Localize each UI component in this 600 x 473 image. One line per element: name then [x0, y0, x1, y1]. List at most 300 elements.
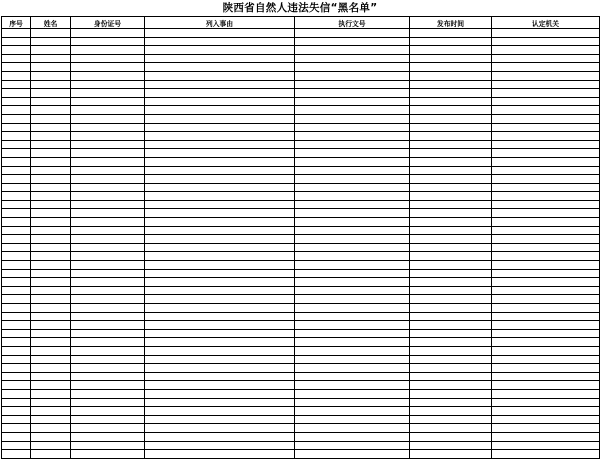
- table-cell: [145, 132, 295, 141]
- table-cell: [410, 441, 492, 450]
- table-cell: [295, 89, 410, 98]
- table-cell: [2, 329, 31, 338]
- table-cell: [2, 183, 31, 192]
- table-cell: [71, 106, 145, 115]
- table-cell: [71, 63, 145, 72]
- table-cell: [145, 80, 295, 89]
- table-cell: [71, 80, 145, 89]
- table-row: [2, 261, 600, 270]
- table-cell: [410, 123, 492, 132]
- table-row: [2, 355, 600, 364]
- table-cell: [145, 123, 295, 132]
- table-cell: [145, 441, 295, 450]
- table-cell: [145, 381, 295, 390]
- table-header-row: [2, 17, 600, 29]
- table-cell: [295, 226, 410, 235]
- table-cell: [71, 123, 145, 132]
- table-cell: [410, 381, 492, 390]
- table-cell: [145, 364, 295, 373]
- table-row: [2, 278, 600, 287]
- table-cell: [492, 63, 600, 72]
- table-cell: [410, 80, 492, 89]
- table-cell: [2, 269, 31, 278]
- table-cell: [145, 261, 295, 270]
- table-cell: [295, 29, 410, 38]
- table-cell: [295, 278, 410, 287]
- table-cell: [492, 346, 600, 355]
- table-cell: [31, 261, 71, 270]
- table-cell: [31, 432, 71, 441]
- table-cell: [71, 29, 145, 38]
- table-cell: [145, 295, 295, 304]
- table-cell: [71, 243, 145, 252]
- table-cell: [71, 269, 145, 278]
- table-cell: [295, 407, 410, 416]
- table-cell: [410, 346, 492, 355]
- table-cell: [492, 29, 600, 38]
- table-cell: [492, 398, 600, 407]
- table-cell: [145, 200, 295, 209]
- table-cell: [410, 209, 492, 218]
- table-cell: [2, 346, 31, 355]
- header-cell-case-number: 执行文号: [295, 17, 410, 29]
- table-cell: [295, 355, 410, 364]
- table-cell: [145, 355, 295, 364]
- table-cell: [295, 63, 410, 72]
- table-cell: [492, 226, 600, 235]
- table-cell: [410, 355, 492, 364]
- table-cell: [145, 63, 295, 72]
- table-cell: [71, 114, 145, 123]
- table-cell: [295, 166, 410, 175]
- table-cell: [31, 54, 71, 63]
- table-cell: [492, 175, 600, 184]
- table-cell: [295, 381, 410, 390]
- table-cell: [410, 140, 492, 149]
- table-cell: [31, 338, 71, 347]
- table-cell: [410, 432, 492, 441]
- table-cell: [71, 381, 145, 390]
- table-row: [2, 183, 600, 192]
- table-cell: [410, 37, 492, 46]
- table-cell: [145, 398, 295, 407]
- table-cell: [2, 89, 31, 98]
- table-cell: [31, 372, 71, 381]
- table-cell: [145, 312, 295, 321]
- table-cell: [295, 364, 410, 373]
- table-cell: [31, 132, 71, 141]
- table-cell: [31, 46, 71, 55]
- table-cell: [2, 80, 31, 89]
- table-cell: [492, 312, 600, 321]
- table-cell: [492, 441, 600, 450]
- table-cell: [2, 304, 31, 313]
- table-cell: [145, 329, 295, 338]
- table-cell: [2, 218, 31, 227]
- table-cell: [2, 46, 31, 55]
- table-cell: [31, 149, 71, 158]
- table-cell: [295, 192, 410, 201]
- table-cell: [31, 389, 71, 398]
- table-cell: [2, 200, 31, 209]
- table-cell: [492, 97, 600, 106]
- table-row: [2, 149, 600, 158]
- table-cell: [410, 132, 492, 141]
- table-row: [2, 132, 600, 141]
- table-cell: [145, 97, 295, 106]
- table-cell: [145, 407, 295, 416]
- table-cell: [31, 200, 71, 209]
- table-cell: [492, 381, 600, 390]
- table-cell: [2, 149, 31, 158]
- table-cell: [71, 192, 145, 201]
- table-row: [2, 286, 600, 295]
- table-cell: [295, 269, 410, 278]
- table-cell: [31, 71, 71, 80]
- table-cell: [295, 441, 410, 450]
- header-cell-name: 姓名: [31, 17, 71, 29]
- table-cell: [410, 114, 492, 123]
- table-cell: [295, 321, 410, 330]
- table-cell: [71, 415, 145, 424]
- table-cell: [295, 54, 410, 63]
- table-cell: [410, 71, 492, 80]
- table-cell: [31, 114, 71, 123]
- table-cell: [145, 415, 295, 424]
- table-row: [2, 157, 600, 166]
- table-cell: [2, 389, 31, 398]
- table-cell: [31, 89, 71, 98]
- table-cell: [2, 295, 31, 304]
- table-cell: [31, 355, 71, 364]
- table-cell: [145, 372, 295, 381]
- table-cell: [71, 278, 145, 287]
- table-row: [2, 175, 600, 184]
- table-cell: [145, 157, 295, 166]
- table-cell: [31, 381, 71, 390]
- table-cell: [492, 200, 600, 209]
- table-cell: [410, 407, 492, 416]
- table-cell: [295, 312, 410, 321]
- table-cell: [31, 123, 71, 132]
- table-cell: [295, 114, 410, 123]
- table-cell: [71, 46, 145, 55]
- table-row: [2, 304, 600, 313]
- blacklist-table: [1, 16, 600, 459]
- table-cell: [410, 54, 492, 63]
- table-cell: [492, 132, 600, 141]
- table-cell: [31, 97, 71, 106]
- table-cell: [31, 286, 71, 295]
- table-cell: [295, 261, 410, 270]
- table-cell: [145, 338, 295, 347]
- table-row: [2, 166, 600, 175]
- table-cell: [145, 114, 295, 123]
- table-cell: [410, 149, 492, 158]
- table-cell: [31, 166, 71, 175]
- table-cell: [2, 29, 31, 38]
- table-cell: [492, 261, 600, 270]
- table-cell: [71, 89, 145, 98]
- table-cell: [31, 321, 71, 330]
- table-row: [2, 106, 600, 115]
- table-cell: [295, 140, 410, 149]
- table-cell: [295, 123, 410, 132]
- table-cell: [410, 252, 492, 261]
- table-cell: [410, 304, 492, 313]
- table-cell: [71, 183, 145, 192]
- table-cell: [492, 450, 600, 459]
- table-cell: [492, 46, 600, 55]
- table-cell: [2, 432, 31, 441]
- table-cell: [410, 106, 492, 115]
- table-cell: [145, 269, 295, 278]
- table-cell: [410, 286, 492, 295]
- table-cell: [295, 106, 410, 115]
- table-cell: [145, 175, 295, 184]
- table-cell: [492, 286, 600, 295]
- table-cell: [31, 450, 71, 459]
- table-cell: [2, 114, 31, 123]
- table-cell: [295, 200, 410, 209]
- table-cell: [71, 355, 145, 364]
- table-cell: [410, 321, 492, 330]
- table-cell: [295, 46, 410, 55]
- table-row: [2, 29, 600, 38]
- table-cell: [295, 209, 410, 218]
- table-cell: [145, 46, 295, 55]
- table-cell: [145, 209, 295, 218]
- table-cell: [71, 312, 145, 321]
- table-cell: [492, 123, 600, 132]
- table-cell: [492, 37, 600, 46]
- table-row: [2, 346, 600, 355]
- table-cell: [145, 89, 295, 98]
- table-cell: [31, 218, 71, 227]
- table-cell: [2, 338, 31, 347]
- table-cell: [410, 218, 492, 227]
- table-cell: [31, 37, 71, 46]
- table-cell: [2, 407, 31, 416]
- table-cell: [2, 192, 31, 201]
- table-cell: [295, 183, 410, 192]
- table-cell: [31, 312, 71, 321]
- table-cell: [410, 183, 492, 192]
- table-cell: [2, 132, 31, 141]
- table-cell: [492, 166, 600, 175]
- table-cell: [31, 295, 71, 304]
- table-row: [2, 54, 600, 63]
- table-row: [2, 338, 600, 347]
- table-cell: [71, 372, 145, 381]
- table-cell: [492, 364, 600, 373]
- table-row: [2, 415, 600, 424]
- table-cell: [145, 140, 295, 149]
- table-cell: [145, 71, 295, 80]
- table-row: [2, 235, 600, 244]
- table-row: [2, 252, 600, 261]
- table-cell: [492, 295, 600, 304]
- table-cell: [145, 226, 295, 235]
- table-cell: [145, 106, 295, 115]
- table-cell: [295, 175, 410, 184]
- table-cell: [2, 54, 31, 63]
- table-cell: [71, 329, 145, 338]
- table-row: [2, 389, 600, 398]
- table-cell: [492, 304, 600, 313]
- table-cell: [31, 106, 71, 115]
- table-row: [2, 312, 600, 321]
- table-cell: [2, 415, 31, 424]
- table-cell: [410, 63, 492, 72]
- table-cell: [295, 424, 410, 433]
- table-row: [2, 372, 600, 381]
- table-cell: [410, 235, 492, 244]
- table-cell: [71, 226, 145, 235]
- table-cell: [2, 209, 31, 218]
- table-cell: [2, 37, 31, 46]
- table-row: [2, 123, 600, 132]
- table-cell: [31, 364, 71, 373]
- table-cell: [71, 218, 145, 227]
- table-cell: [492, 192, 600, 201]
- table-cell: [2, 226, 31, 235]
- table-cell: [71, 140, 145, 149]
- table-cell: [71, 424, 145, 433]
- table-cell: [295, 37, 410, 46]
- table-cell: [492, 407, 600, 416]
- table-row: [2, 269, 600, 278]
- table-cell: [410, 278, 492, 287]
- table-cell: [71, 295, 145, 304]
- table-cell: [492, 71, 600, 80]
- table-row: [2, 80, 600, 89]
- table-cell: [295, 295, 410, 304]
- table-cell: [71, 209, 145, 218]
- table-cell: [410, 46, 492, 55]
- table-cell: [71, 321, 145, 330]
- table-cell: [145, 54, 295, 63]
- table-cell: [492, 355, 600, 364]
- table-cell: [410, 200, 492, 209]
- table-row: [2, 407, 600, 416]
- table-cell: [71, 398, 145, 407]
- table-cell: [71, 175, 145, 184]
- table-cell: [410, 243, 492, 252]
- table-cell: [145, 321, 295, 330]
- table-cell: [2, 140, 31, 149]
- table-cell: [145, 166, 295, 175]
- table-cell: [410, 269, 492, 278]
- table-cell: [31, 235, 71, 244]
- table-cell: [295, 132, 410, 141]
- table-cell: [2, 381, 31, 390]
- table-cell: [145, 432, 295, 441]
- table-row: [2, 424, 600, 433]
- table-cell: [295, 157, 410, 166]
- table-cell: [31, 278, 71, 287]
- table-cell: [31, 157, 71, 166]
- table-cell: [295, 243, 410, 252]
- table-cell: [295, 252, 410, 261]
- table-cell: [410, 295, 492, 304]
- table-cell: [2, 166, 31, 175]
- table-cell: [71, 261, 145, 270]
- table-cell: [492, 252, 600, 261]
- table-body: [2, 29, 600, 459]
- table-cell: [295, 235, 410, 244]
- table-row: [2, 243, 600, 252]
- table-cell: [31, 209, 71, 218]
- table-cell: [145, 278, 295, 287]
- table-cell: [71, 97, 145, 106]
- table-row: [2, 46, 600, 55]
- table-cell: [295, 71, 410, 80]
- table-row: [2, 450, 600, 459]
- table-cell: [2, 157, 31, 166]
- table-cell: [2, 286, 31, 295]
- table-cell: [145, 243, 295, 252]
- table-cell: [410, 97, 492, 106]
- table-row: [2, 364, 600, 373]
- table-cell: [71, 54, 145, 63]
- table-cell: [492, 218, 600, 227]
- table-cell: [31, 175, 71, 184]
- table-row: [2, 226, 600, 235]
- table-cell: [2, 424, 31, 433]
- table-cell: [492, 80, 600, 89]
- table-row: [2, 295, 600, 304]
- table-cell: [31, 183, 71, 192]
- table-cell: [410, 329, 492, 338]
- table-cell: [2, 355, 31, 364]
- table-cell: [295, 149, 410, 158]
- table-cell: [492, 235, 600, 244]
- table-row: [2, 398, 600, 407]
- table-cell: [410, 166, 492, 175]
- table-cell: [492, 157, 600, 166]
- table-row: [2, 97, 600, 106]
- table-cell: [410, 312, 492, 321]
- table-cell: [71, 286, 145, 295]
- table-cell: [2, 71, 31, 80]
- table-cell: [2, 252, 31, 261]
- table-cell: [145, 149, 295, 158]
- table-cell: [295, 286, 410, 295]
- table-cell: [2, 243, 31, 252]
- table-cell: [2, 321, 31, 330]
- table-cell: [295, 338, 410, 347]
- table-cell: [31, 441, 71, 450]
- table-cell: [2, 312, 31, 321]
- table-cell: [492, 54, 600, 63]
- table-cell: [31, 269, 71, 278]
- table-cell: [492, 149, 600, 158]
- table-cell: [492, 114, 600, 123]
- table-cell: [71, 149, 145, 158]
- table-cell: [2, 63, 31, 72]
- table-cell: [31, 252, 71, 261]
- table-cell: [410, 157, 492, 166]
- table-cell: [410, 175, 492, 184]
- header-cell-authority: 认定机关: [492, 17, 600, 29]
- table-cell: [31, 424, 71, 433]
- table-cell: [71, 132, 145, 141]
- table-cell: [145, 346, 295, 355]
- header-cell-serial: 序号: [2, 17, 31, 29]
- table-cell: [492, 106, 600, 115]
- table-cell: [145, 304, 295, 313]
